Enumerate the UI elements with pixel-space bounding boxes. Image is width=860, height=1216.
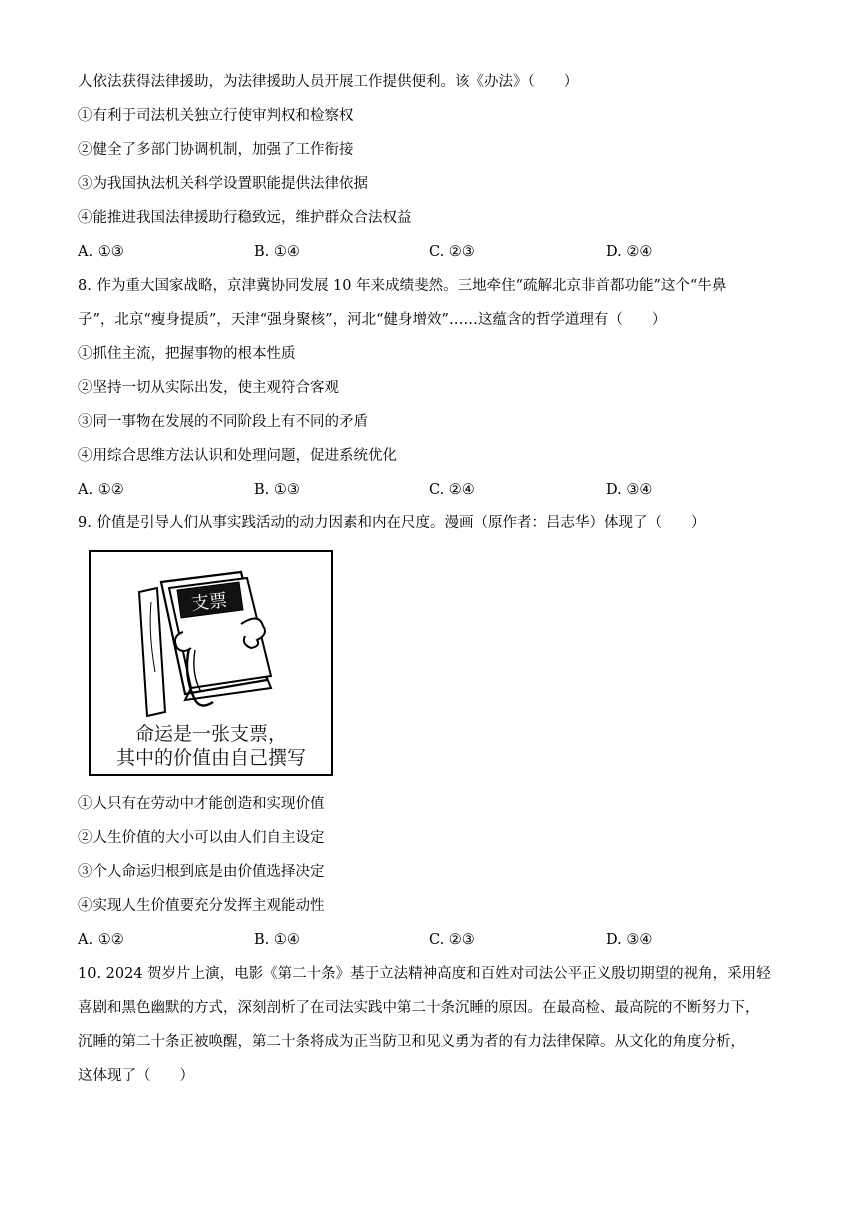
- q9-options: [78, 930, 778, 950]
- q8-stem-line-1: 8. 作为重大国家战略，京津冀协同发展 10 年来成绩斐然。三地牵住“疏解北京非首都功能”这个“牛鼻: [78, 278, 727, 294]
- q9-option-b[interactable]: B. ①④: [254, 932, 300, 948]
- q7-option-d[interactable]: D. ②④: [606, 244, 653, 260]
- q7-item-2: ②健全了多部门协调机制，加强了工作衔接: [78, 142, 354, 158]
- cartoon-caption-line-2: 其中的价值由自己撰写: [115, 747, 306, 769]
- q8-option-d[interactable]: D. ③④: [606, 482, 653, 498]
- q9-item-3: ③个人命运归根到底是由价值选择决定: [78, 864, 325, 880]
- q7-item-1: ①有利于司法机关独立行使审判权和检察权: [78, 108, 354, 124]
- q7-option-b[interactable]: B. ①④: [254, 244, 300, 260]
- cartoon-caption-line-1: 命运是一张支票，: [134, 723, 287, 745]
- q7-item-4: ④能推进我国法律援助行稳致远，维护群众合法权益: [78, 210, 412, 226]
- q7-item-3: ③为我国执法机关科学设置职能提供法律依据: [78, 176, 368, 192]
- q8-item-4: ④用综合思维方法认识和处理问题，促进系统优化: [78, 448, 397, 464]
- q8-item-1: ①抓住主流，把握事物的根本性质: [78, 346, 296, 362]
- q8-options: [78, 480, 778, 500]
- q7-options: [78, 242, 778, 262]
- q9-cartoon: [89, 550, 333, 776]
- q8-item-3: ③同一事物在发展的不同阶段上有不同的矛盾: [78, 414, 368, 430]
- q9-item-4: ④实现人生价值要充分发挥主观能动性: [78, 898, 325, 914]
- q8-item-2: ②坚持一切从实际出发，使主观符合客观: [78, 380, 339, 396]
- q8-option-b[interactable]: B. ①③: [254, 482, 300, 498]
- q7-stem-tail: 人依法获得法律援助，为法律援助人员开展工作提供便利。该《办法》（ ）: [78, 74, 579, 90]
- cheque-label: 支票: [190, 590, 229, 615]
- q8-option-a[interactable]: A. ①②: [78, 482, 124, 498]
- q9-option-a[interactable]: A. ①②: [78, 932, 124, 948]
- q9-item-1: ①人只有在劳动中才能创造和实现价值: [78, 796, 325, 812]
- q10-line-3: 沉睡的第二十条正被唤醒，第二十条将成为正当防卫和见义勇为者的有力法律保障。从文化的角度分析，: [78, 1034, 745, 1050]
- q10-line-2: 喜剧和黑色幽默的方式，深刻剖析了在司法实践中第二十条沉睡的原因。在最高检、最高院的不断努力下，: [78, 1000, 760, 1016]
- q9-option-c[interactable]: C. ②③: [429, 932, 475, 948]
- q8-option-c[interactable]: C. ②④: [429, 482, 475, 498]
- q7-option-a[interactable]: A. ①③: [78, 244, 124, 260]
- q9-option-d[interactable]: D. ③④: [606, 932, 653, 948]
- q9-item-2: ②人生价值的大小可以由人们自主设定: [78, 830, 325, 846]
- q7-option-c[interactable]: C. ②③: [429, 244, 475, 260]
- q10-line-4: 这体现了（ ）: [78, 1068, 194, 1084]
- q9-stem: 9. 价值是引导人们从事实践活动的动力因素和内在尺度。漫画（原作者：吕志华）体现了（ ）: [78, 515, 706, 531]
- q10-line-1: 10. 2024 贺岁片上演，电影《第二十条》基于立法精神高度和百姓对司法公平正义殷切期望的视角，采用轻: [78, 966, 771, 982]
- q8-stem-line-2: 子”，北京“瘦身提质”，天津“强身聚核”，河北“健身增效”……这蕴含的哲学道理有（ ）: [78, 312, 667, 328]
